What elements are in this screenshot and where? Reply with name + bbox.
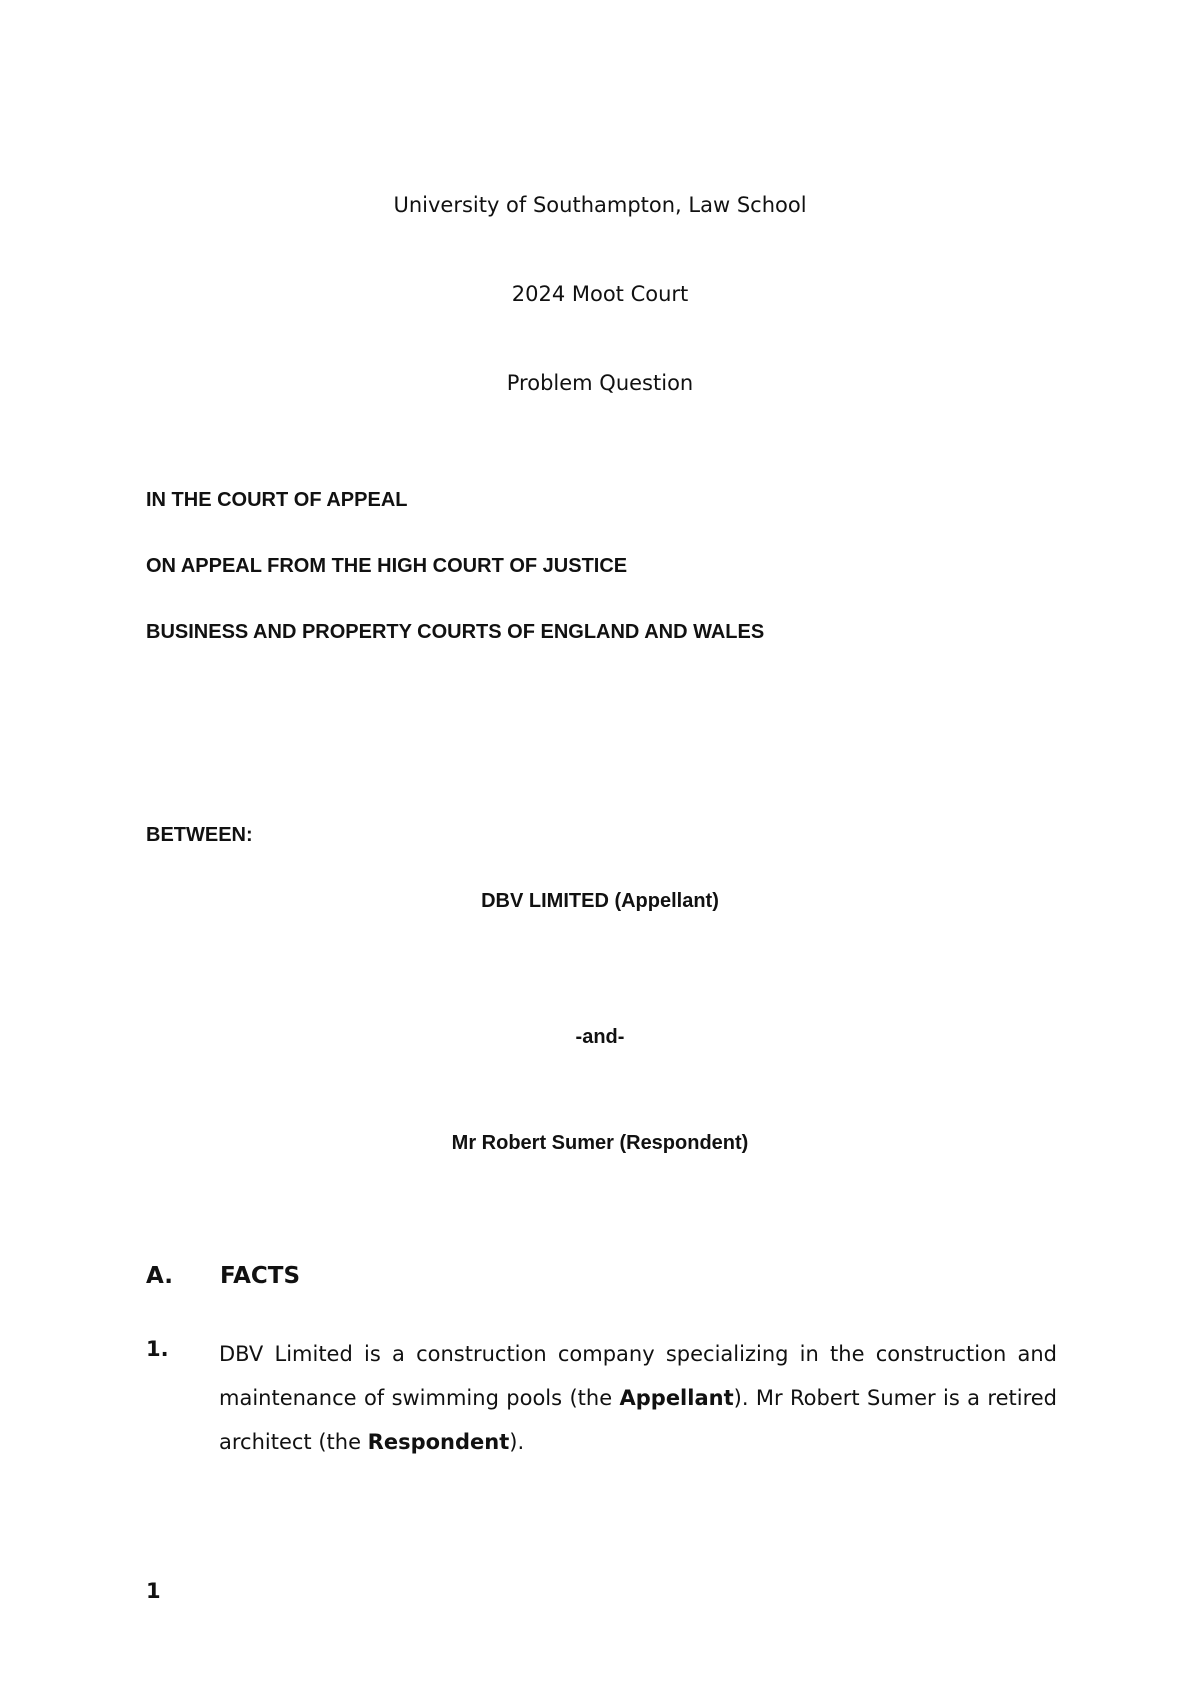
court-heading-line-1: IN THE COURT OF APPEAL bbox=[146, 489, 408, 511]
institution-title: University of Southampton, Law School bbox=[393, 193, 807, 217]
section-heading-facts bbox=[146, 1262, 300, 1290]
and-separator: -and- bbox=[575, 1026, 625, 1048]
document-type-title: Problem Question bbox=[506, 371, 694, 395]
page-number: 1 bbox=[146, 1579, 161, 1603]
court-heading-line-3: BUSINESS AND PROPERTY COURTS OF ENGLAND AND WALES bbox=[146, 621, 765, 643]
court-heading-line-2: ON APPEAL FROM THE HIGH COURT OF JUSTICE bbox=[146, 555, 628, 577]
between-label: BETWEEN: bbox=[146, 824, 253, 846]
paragraph-text bbox=[219, 1332, 1057, 1464]
section-title: FACTS bbox=[220, 1263, 301, 1289]
appellant-name: DBV LIMITED (Appellant) bbox=[481, 890, 719, 912]
paragraph-text-part-3: ). bbox=[509, 1430, 525, 1454]
respondent-name: Mr Robert Sumer (Respondent) bbox=[451, 1132, 749, 1154]
paragraph-text-part-2: ). Mr Robert Sumer is a retired architect (the bbox=[219, 1386, 1057, 1454]
defined-term-appellant: Appellant bbox=[619, 1386, 734, 1410]
defined-term-respondent: Respondent bbox=[367, 1430, 510, 1454]
event-title: 2024 Moot Court bbox=[511, 282, 689, 306]
paragraph-number: 1. bbox=[146, 1337, 169, 1361]
paragraph-text-part-1: DBV Limited is a construction company specializing in the construction and maintenance of swimming pools (the bbox=[219, 1342, 1057, 1410]
section-letter: A. bbox=[146, 1263, 173, 1289]
